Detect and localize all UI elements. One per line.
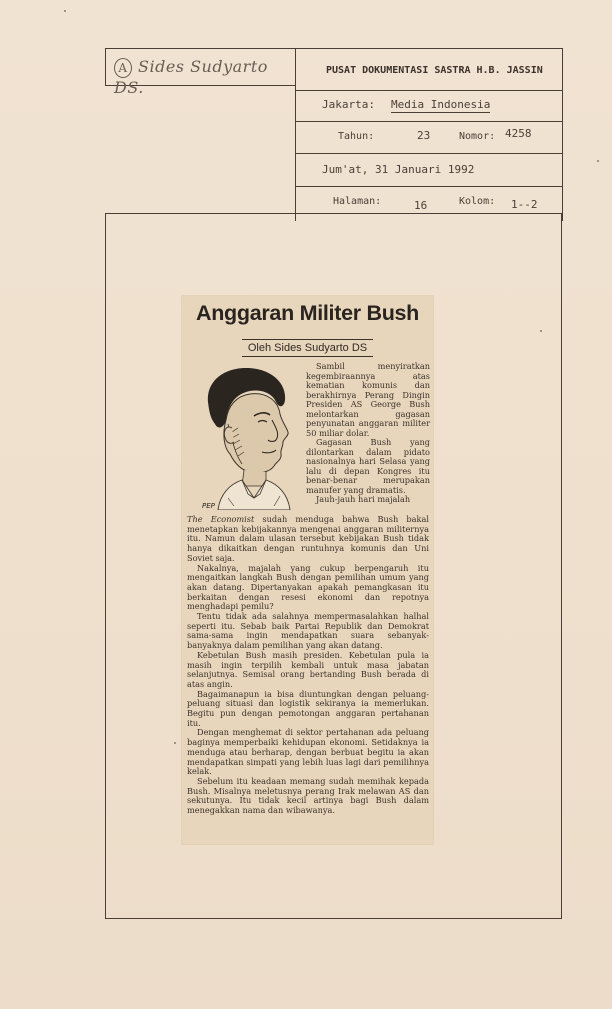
body-paragraph: Bagaimanapun ia bisa diuntungkan dengan peluang-peluang situasi dan logistik sekiranya ia memerlukan. Begitu pun dengan pemotongan anggaran pertahanan itu.	[187, 688, 429, 728]
body-paragraph-economist	[187, 515, 429, 564]
article-body	[187, 515, 429, 816]
publication-row	[296, 90, 563, 122]
kolom-value: 1--2	[511, 198, 538, 211]
side-paragraph: Jauh-jauh hari majalah	[316, 494, 411, 504]
body-paragraph: Nakalnya, majalah yang cukup berpengaruh itu mengaitkan langkah Bush dengan pemilihan umum yang akan datang. Dipertanyakan apakah pemangkasan itu berkaitan dengan resesi ekonomi dan repotnya menghadapi pemilu?	[187, 562, 429, 612]
side-paragraph: Sambil menyiratkan kegembiraannya atas kematian komunis dan berakhirnya Perang Dingin Presiden AS George Bush melontarkan gagasan penyunatan anggaran militer 50 miliar dolar.	[306, 361, 430, 438]
body-paragraph: Tentu tidak ada salahnya mempermasalahkan halhal seperti itu. Sebab baik Partai Republik dan Demokrat sama-sama ingin mendapatkan suara sebanyak-banyaknya dalam pemilihan yang akan datang.	[187, 611, 429, 651]
nomor-value: 4258	[505, 127, 532, 140]
magazine-name: The Economist	[187, 514, 255, 524]
article-byline: Oleh Sides Sudyarto DS	[242, 339, 373, 357]
article-side-column	[306, 362, 430, 505]
newspaper-clipping	[182, 296, 433, 844]
archive-name: PUSAT DOKUMENTASI SASTRA H.B. JASSIN	[326, 65, 543, 76]
kolom-label: Kolom:	[459, 196, 496, 207]
paper-speck	[597, 160, 599, 162]
issue-row	[296, 121, 563, 154]
portrait-signature: PEP	[202, 502, 215, 510]
body-paragraph: Dengan menghemat di sektor pertahanan ada peluang baginya memperbaiki kehidupan ekonomi. Setidaknya ia menduga atau berharap, dengan berbuat begitu ia akan mendapatkan simpati yang lebih luas lagi dari pemilihnya kelak.	[187, 727, 429, 777]
body-paragraph: Sebelum itu keadaan memang sudah memihak kepada Bush. Misalnya meletusnya perang Irak melawan AS dan sekutunya. Itu tidak kecil artinya bagi Bush dalam menegakkan nama dan wibawanya.	[187, 775, 429, 816]
handwritten-author-note	[114, 57, 296, 97]
date-row	[296, 153, 563, 187]
halaman-value: 16	[414, 199, 428, 212]
paper-speck	[540, 330, 542, 332]
metadata-column	[295, 49, 563, 221]
body-paragraph: Kebetulan Bush masih presiden. Kebetulan pula ia masih ingin terpilih kembali untuk masa jabatan selanjutnya. Semisal orang bertanding Bush berada di atas angin.	[187, 649, 429, 689]
halaman-label: Halaman:	[333, 196, 382, 207]
publication-date: Jum'at, 31 Januari 1992	[322, 163, 475, 176]
paper-speck	[64, 10, 66, 12]
tahun-label: Tahun:	[338, 131, 375, 142]
article-title: Anggaran Militer Bush	[195, 301, 420, 325]
byline-container	[182, 336, 433, 357]
handwritten-author-text: Sides Sudyarto DS.	[114, 57, 268, 97]
side-paragraph: Gagasan Bush yang dilontarkan dalam pidato nasionalnya hari Selasa yang lalu di depan Kongres itu benar-benar merupakan manufer yang dramatis.	[306, 437, 430, 495]
tahun-value: 23	[417, 129, 431, 142]
circled-letter: A	[114, 58, 132, 78]
author-portrait-sketch	[188, 362, 302, 510]
economist-text: sudah menduga bahwa Bush bakal menetapkan kebijakannya mengenai anggaran militernya itu. Namun dalam ulasan tersebut kebijakan Bush tidak hanya dikaitkan dengan runtuhnya komunis dan Uni Soviet saja.	[187, 514, 429, 563]
document-header-form	[105, 48, 563, 221]
paper-speck	[174, 742, 176, 744]
city-label: Jakarta:	[322, 98, 375, 111]
nomor-label: Nomor:	[459, 131, 496, 142]
publication-name: Media Indonesia	[391, 98, 491, 111]
archive-row	[296, 49, 563, 91]
handwritten-author-cell	[105, 49, 296, 97]
